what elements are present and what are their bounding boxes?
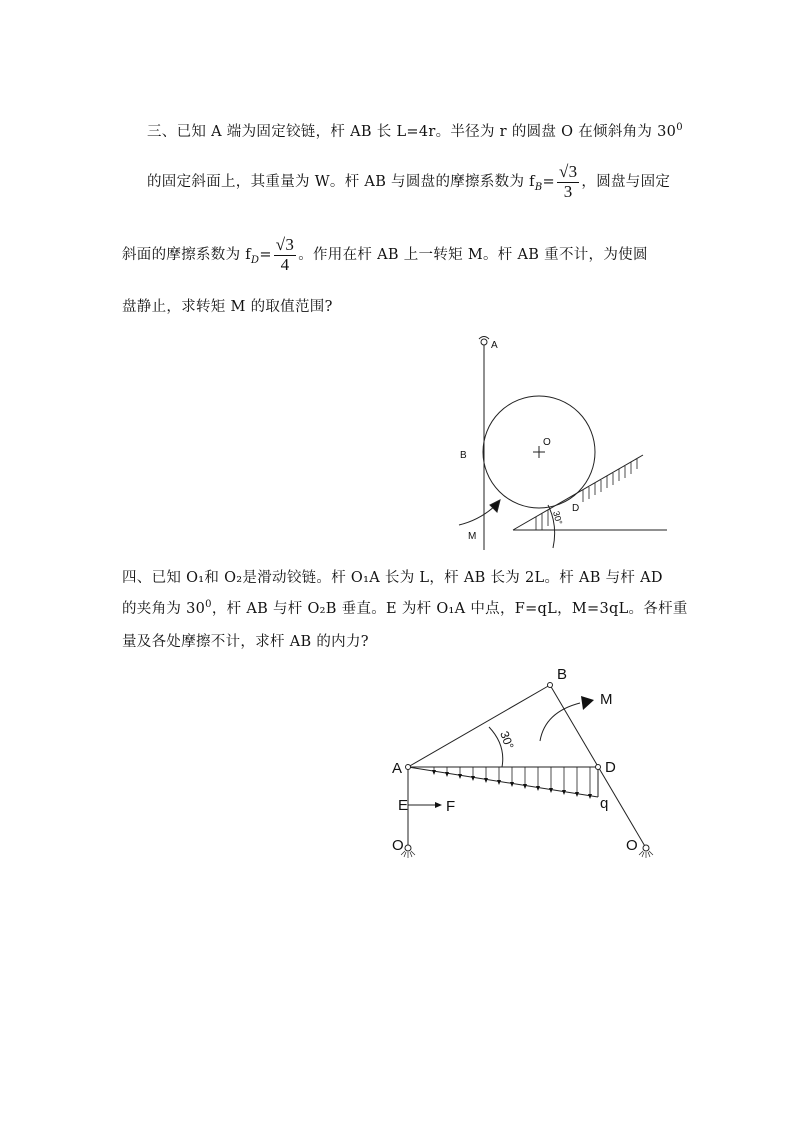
subscript: B xyxy=(534,182,543,194)
label-d: D xyxy=(572,503,580,514)
p4-text: ，杆 AB 与杆 O₂B 垂直。E 为杆 O₁A 中点，F=qL，M=3qL。各杆重 xyxy=(211,601,688,617)
label-f: F xyxy=(446,798,456,815)
support-hatch-icon xyxy=(401,851,653,858)
label-m: M xyxy=(600,691,613,708)
degree-sup: 0 xyxy=(205,599,212,611)
denominator: 3 xyxy=(563,181,573,201)
force-arrowhead-icon xyxy=(435,802,442,808)
p3-text: 斜面的摩擦系数为 f xyxy=(122,247,251,264)
p3-text: 。作用在杆 AB 上一转矩 M。杆 AB 重不计，为使圆 xyxy=(298,247,648,264)
p4-text: 量及各处摩擦不计，求杆 AB 的内力? xyxy=(122,634,369,650)
rod-ab xyxy=(408,685,550,767)
label-b: B xyxy=(460,450,467,461)
label-q: q xyxy=(600,795,609,812)
p4-text: 的夹角为 30 xyxy=(122,601,206,617)
equals: = xyxy=(542,174,555,191)
denominator: 4 xyxy=(280,254,290,274)
p3-text: 盘静止，求转矩 M 的取值范围? xyxy=(122,299,333,315)
p3-text: 三、已知 A 端为固定铰链，杆 AB 长 L=4r。半径为 r 的圆盘 O 在倾斜角为 30 xyxy=(147,124,677,140)
label-angle: 30° xyxy=(551,509,565,526)
label-o2: O xyxy=(626,837,638,854)
moment-arrowhead-icon xyxy=(581,696,594,710)
p3-text: ，圆盘与固定 xyxy=(581,174,671,191)
degree-sup: 0 xyxy=(676,122,683,134)
label-o1: O xyxy=(392,837,404,854)
moment-arc xyxy=(540,703,580,741)
label-o: O xyxy=(543,437,551,448)
subscript: D xyxy=(250,255,260,267)
label-d: D xyxy=(605,759,616,776)
label-m: M xyxy=(468,531,477,542)
load-line xyxy=(408,767,598,797)
label-e: E xyxy=(398,797,409,814)
p4-text: 四、已知 O₁和 O₂是滑动铰链。杆 O₁A 长为 L，杆 AB 长为 2L。杆 AB 与杆 AD xyxy=(122,570,663,586)
label-b: B xyxy=(557,666,568,683)
label-a: A xyxy=(392,760,403,777)
p3-text: 的固定斜面上，其重量为 W。杆 AB 与圆盘的摩擦系数为 f xyxy=(147,174,535,191)
equals: = xyxy=(259,247,272,264)
label-a: A xyxy=(491,340,498,351)
numerator: √3 xyxy=(275,235,295,254)
numerator: √3 xyxy=(558,162,578,181)
distributed-load-arrows xyxy=(434,767,590,795)
label-angle: 30° xyxy=(497,729,517,752)
